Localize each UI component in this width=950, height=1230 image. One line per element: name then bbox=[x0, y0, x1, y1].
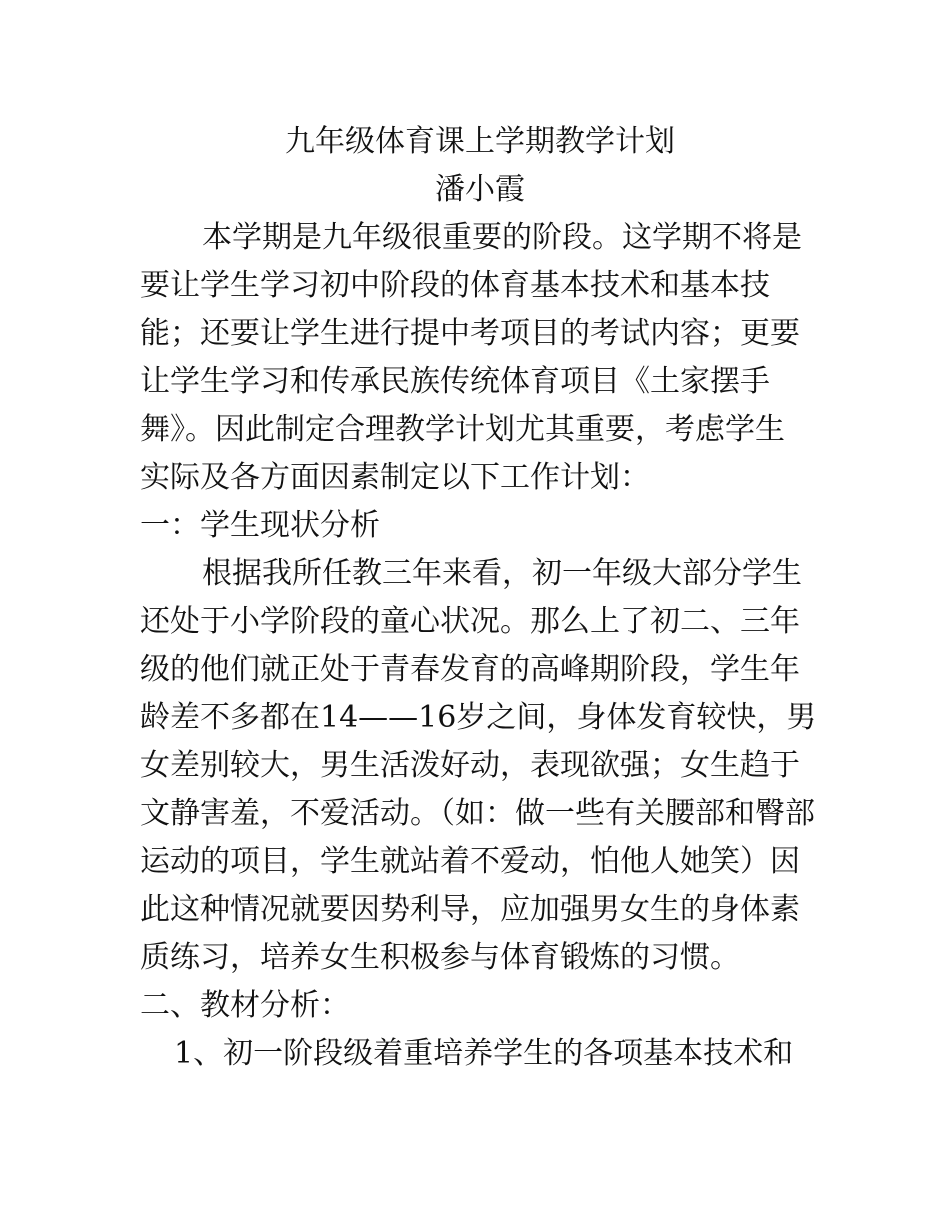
paragraph-line: 此这种情况就要因势利导，应加强男女生的身体素 bbox=[140, 892, 800, 927]
paragraph-line: 还处于小学阶段的童心状况。那么上了初二、三年 bbox=[140, 604, 800, 639]
document-author: 潘小霞 bbox=[435, 172, 525, 207]
document-body bbox=[140, 118, 820, 1078]
paragraph-line: 让学生学习和传承民族传统体育项目《土家摆手 bbox=[140, 364, 770, 399]
section-heading: 一：学生现状分析 bbox=[140, 508, 380, 543]
paragraph-line: 运动的项目，学生就站着不爱动，怕他人她笑）因 bbox=[140, 844, 800, 879]
document-title: 九年级体育课上学期教学计划 bbox=[285, 124, 675, 159]
paragraph-line: 舞》。因此制定合理教学计划尤其重要，考虑学生 bbox=[140, 412, 785, 447]
paragraph-line: 龄差不多都在14——16岁之间，身体发育较快，男 bbox=[140, 700, 817, 735]
paragraph-line: 级的他们就正处于青春发育的高峰期阶段，学生年 bbox=[140, 652, 800, 687]
paragraph-line: 质练习，培养女生积极参与体育锻炼的习惯。 bbox=[140, 940, 740, 975]
paragraph-line: 本学期是九年级很重要的阶段。这学期不将是 bbox=[202, 220, 802, 255]
section-heading: 二、教材分析： bbox=[140, 988, 350, 1023]
paragraph-line: 能；还要让学生进行提中考项目的考试内容；更要 bbox=[140, 316, 800, 351]
paragraph-line: 文静害羞，不爱活动。（如：做一些有关腰部和臀部 bbox=[140, 796, 815, 831]
paragraph-line: 实际及各方面因素制定以下工作计划： bbox=[140, 460, 650, 495]
paragraph-line: 女差别较大，男生活泼好动，表现欲强；女生趋于 bbox=[140, 748, 800, 783]
paragraph-line: 根据我所任教三年来看，初一年级大部分学生 bbox=[202, 556, 802, 591]
paragraph-line: 要让学生学习初中阶段的体育基本技术和基本技 bbox=[140, 268, 770, 303]
list-item: 1、初一阶段级着重培养学生的各项基本技术和 bbox=[174, 1036, 794, 1071]
